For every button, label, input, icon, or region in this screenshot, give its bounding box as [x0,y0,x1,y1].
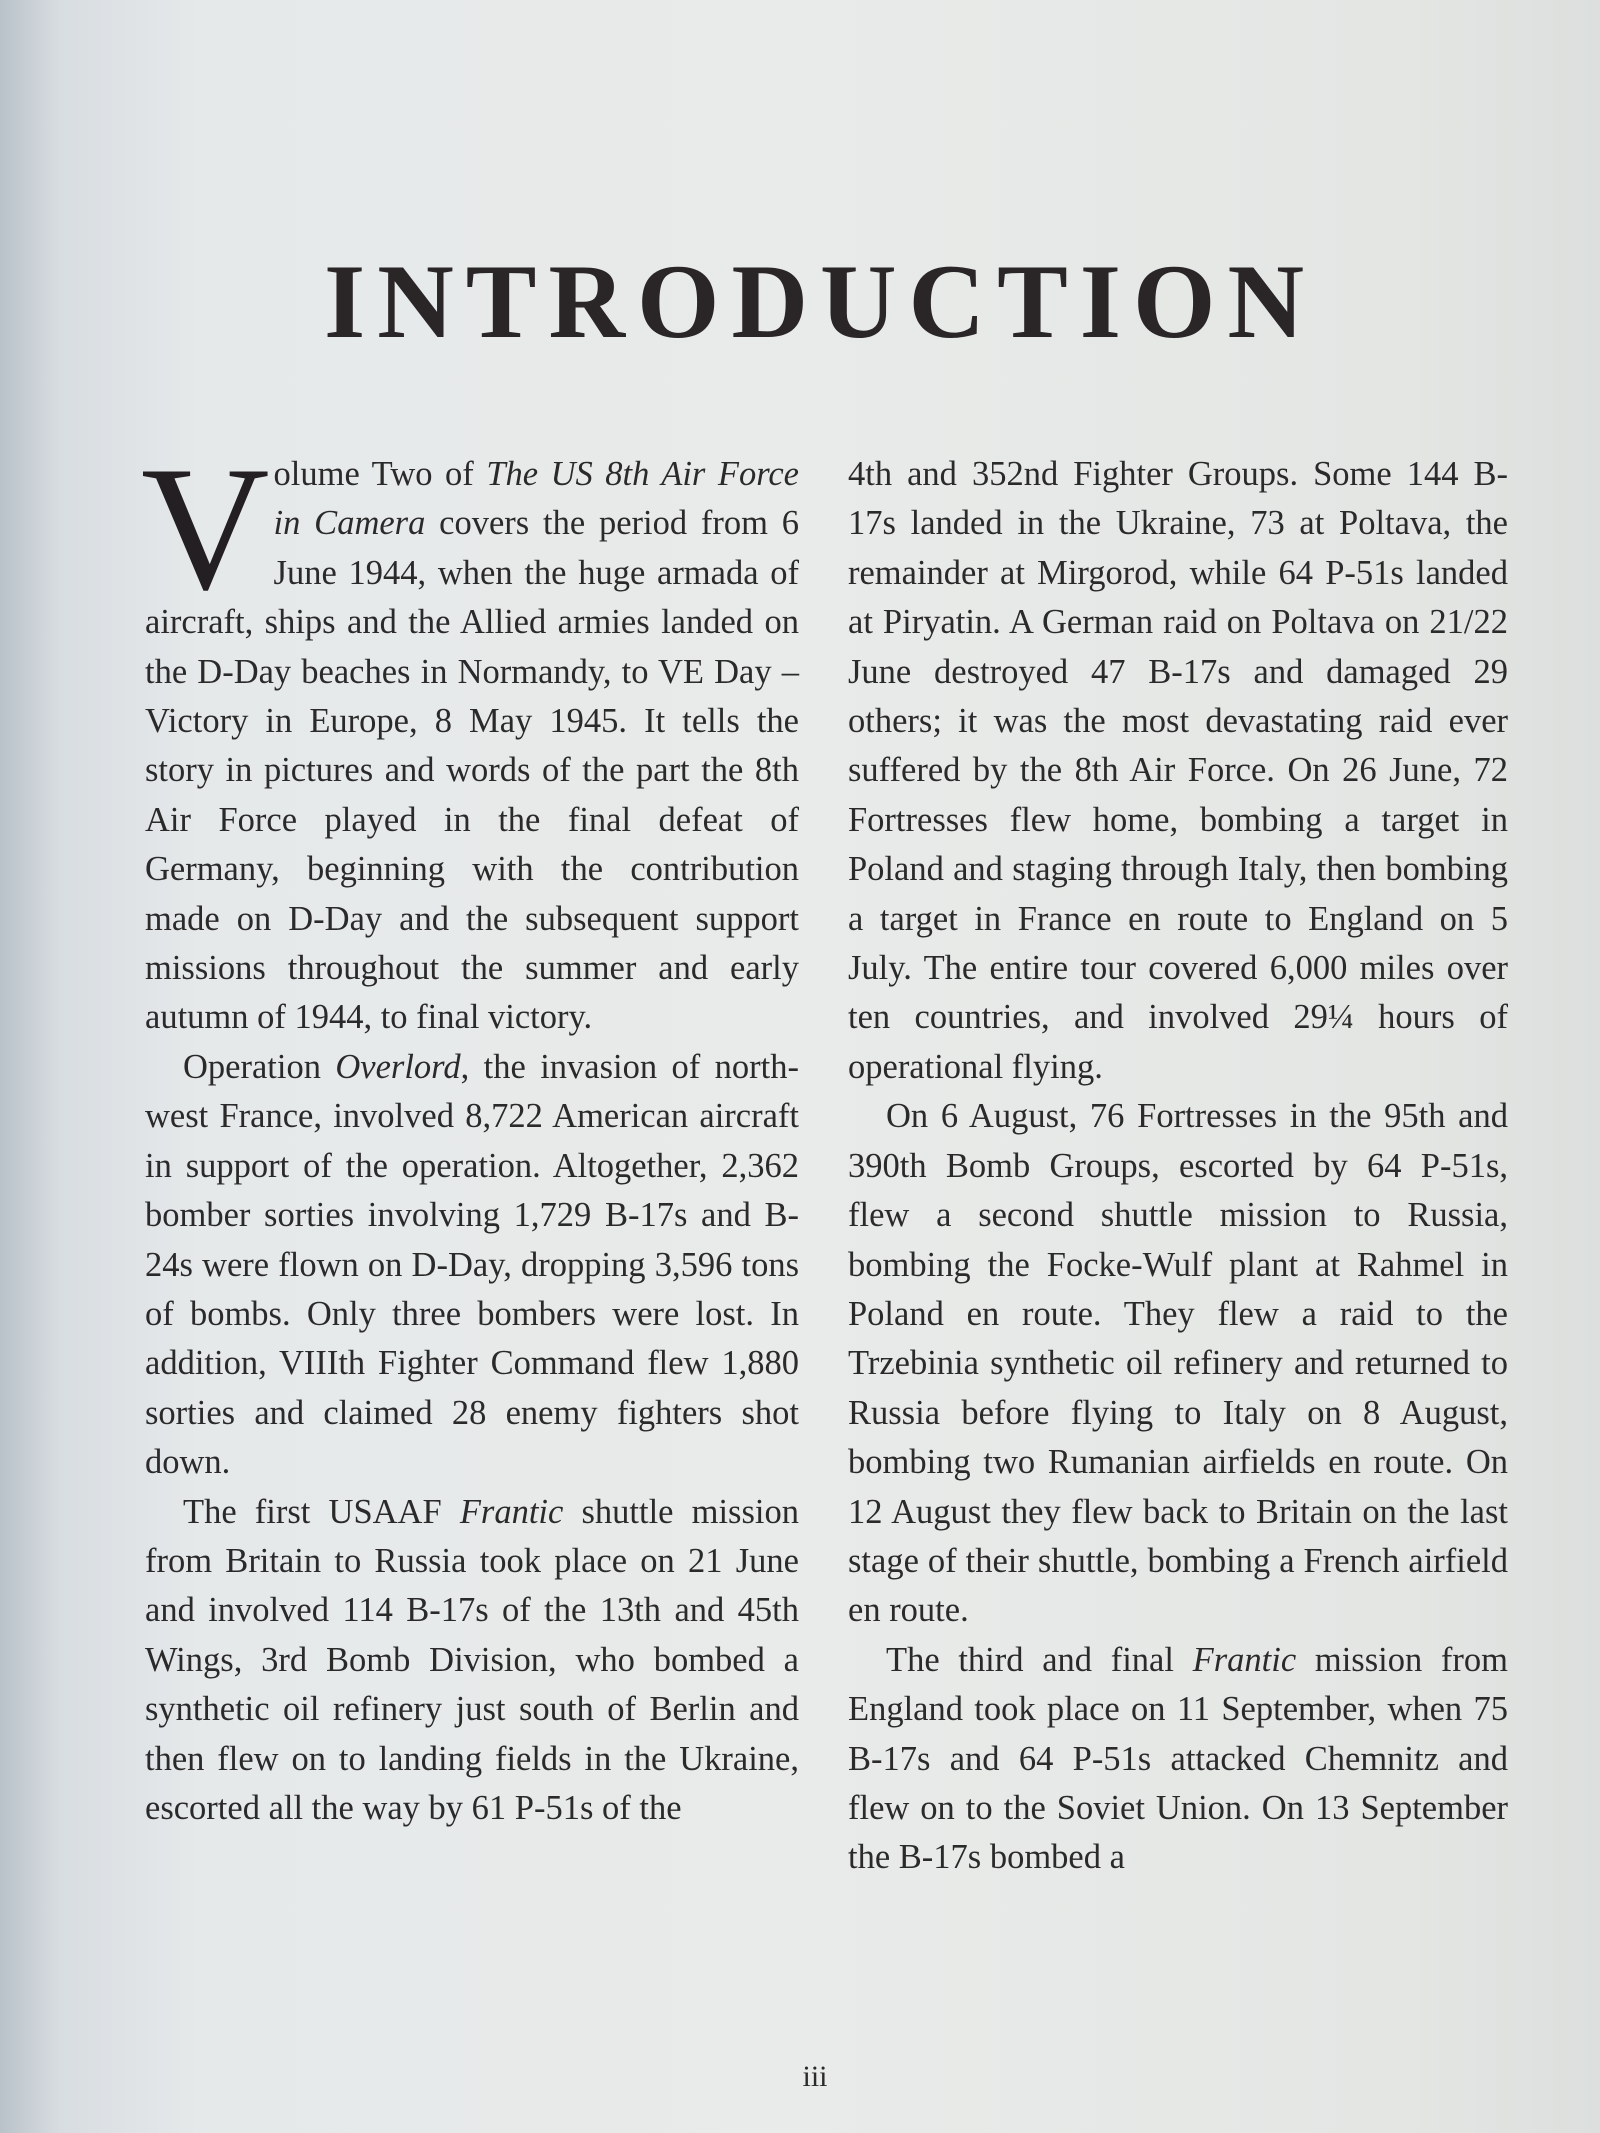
book-title-italic: The US 8th Air Force in Camera [273,455,799,543]
paragraph-text: olume Two of [273,455,487,493]
mission-name-italic: Frantic [459,1492,564,1531]
mission-name-italic: Frantic [1192,1640,1297,1679]
paragraph-4: 4th and 352nd Fighter Groups. Some 144 B-17s landed in the Ukraine, 73 at Poltava, the remainder at Mirgorod, while 64 P-51s landed at Piryatin. A German raid on Poltava on 21/22 June destroyed 47 B-17s and damaged 29 others; it was the most devastating raid ever suffered by the 8th Air Force. On 26 June, 72 Fortresses flew home, bombing a target in Poland and staging through Italy, then bombing a target in France en route to England on 5 July. The entire tour covered 6,000 miles over ten countries, and involved 29¼ hours of operational flying. [848,455,1508,1086]
paragraph-6 [848,1636,1508,1883]
drop-cap: V [141,429,270,627]
paragraph-1 [141,429,800,1043]
left-column [141,429,800,1833]
paragraph-text: , the invasion of north-west France, involved 8,722 American aircraft in support of the operation. Altogether, 2,362 bomber sorties involving 1,729 B-17s and B-24s were flown on D-Day, dropping 3,596 tons of bombs. Only three bombers were lost. In addition, VIIIth Fighter Command flew 1,880 sorties and claimed 28 enemy fighters shot down. [145,1047,799,1482]
paragraph-text: covers the period from 6 June 1944, when the huge armada of aircraft, ships and the Allied armies landed on the D-Day beaches in Normandy, to VE Day – Victory in Europe, 8 May 1945. It tells the story in pictures and words of the part the 8th Air Force played in the final defeat of Germany, beginning with the contribution made on D-Day and the subsequent support missions throughout the summer and early autumn of 1944, to final victory. [145,504,800,1037]
paragraph-3 [145,1488,799,1834]
paragraph-text: The first USAAF [183,1492,460,1531]
paragraph-text: mission from England took place on 11 September, when 75 B-17s and 64 P-51s attacked Chemnitz and flew on to the Soviet Union. On 13 September the B-17s bombed a [848,1640,1508,1877]
paragraph-5: On 6 August, 76 Fortresses in the 95th and 390th Bomb Groups, escorted by 64 P-51s, flew a second shuttle mission to Russia, bombing the Focke-Wulf plant at Rahmel in Poland en route. They flew a raid to the Trzebinia synthetic oil refinery and returned to Russia before flying to Italy on 8 August, bombing two Rumanian airfields en route. On 12 August they flew back to Britain on the last stage of their shuttle, bombing a French airfield en route. [848,1097,1508,1630]
paragraph-text: shuttle mission from Britain to Russia took place on 21 June and involved 114 B-17s of the 13th and 45th Wings, 3rd Bomb Division, who bombed a synthetic oil refinery just south of Berlin and then flew on to landing fields in the Ukraine, escorted all the way by 61 P-51s of the [145,1492,799,1827]
page-number: iii [802,2060,828,2093]
paragraph-2 [145,1043,799,1488]
page-title: INTRODUCTION [323,243,1317,361]
paragraph-text: Operation [183,1047,336,1086]
operation-name-italic: Overlord [335,1047,461,1086]
right-column [848,450,1508,1883]
paragraph-text: The third and final [886,1640,1193,1679]
